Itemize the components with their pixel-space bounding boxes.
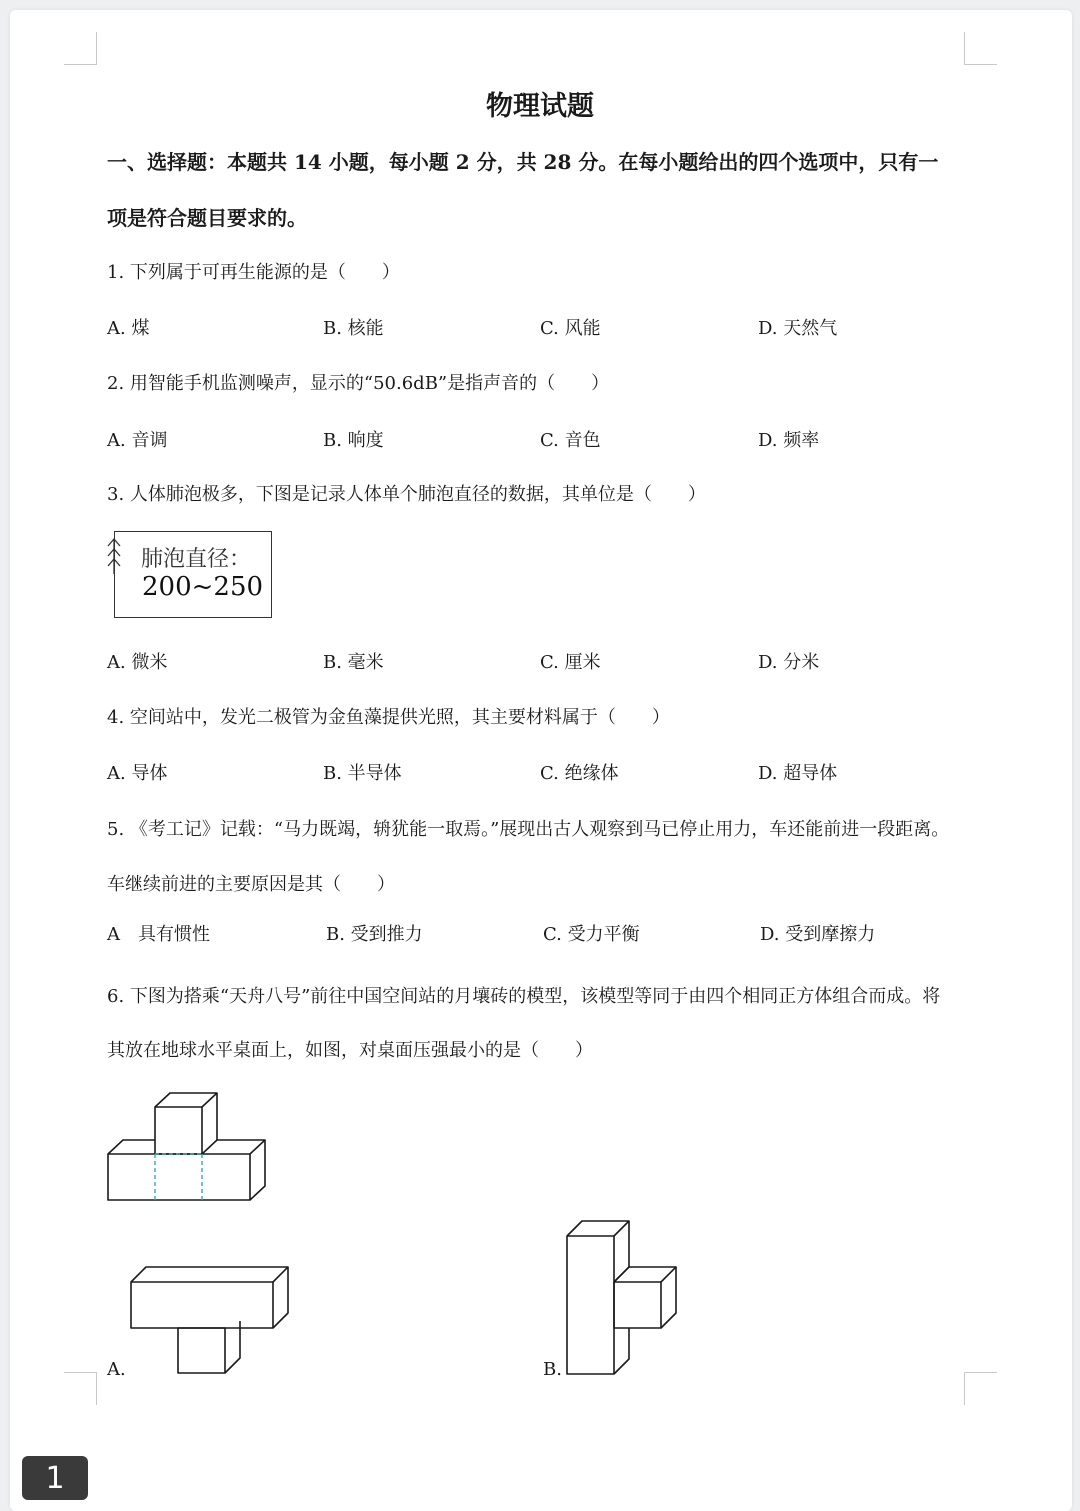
question-2-stem: 2. 用智能手机监测噪声，显示的“50.6dB”是指声音的（ ） [107,373,610,394]
crop-mark-top-right [964,32,997,65]
page-title: 物理试题 [486,91,594,122]
question-5-option-b: B. 受到推力 [326,924,423,945]
section-heading-line2: 项是符合题目要求的。 [107,206,307,230]
question-4-stem: 4. 空间站中，发光二极管为金鱼藻提供光照，其主要材料属于（ ） [107,707,670,728]
alveolus-diameter-card [114,531,272,618]
question-5-option-a: A 具有惯性 [107,924,210,945]
question-6-option-a-label: A. [107,1359,126,1380]
chevron-stack-icon [104,536,124,576]
question-2-option-d: D. 频率 [758,430,820,451]
moon-brick-model-figure [100,1085,275,1210]
section-heading-line1: 一、选择题：本题共 14 小题，每小题 2 分，共 28 分。在每小题给出的四个选项中，只有一 [107,150,939,174]
question-1-option-a: A. 煤 [107,318,150,339]
question-6-stem-line2: 其放在地球水平桌面上，如图，对桌面压强最小的是（ ） [107,1040,593,1061]
question-2-option-c: C. 音色 [540,430,601,451]
question-6-stem-line1: 6. 下图为搭乘“天舟八号”前往中国空间站的月壤砖的模型，该模型等同于由四个相同正方体组合而成。将 [107,986,941,1007]
question-3-option-c: C. 厘米 [540,652,601,673]
crop-mark-bottom-left [64,1372,97,1405]
question-5-stem-line2: 车继续前进的主要原因是其（ ） [107,874,395,895]
question-1-option-b: B. 核能 [323,318,384,339]
question-3-option-a: A. 微米 [107,652,168,673]
question-2-option-a: A. 音调 [107,430,168,451]
question-5-option-c: C. 受力平衡 [543,924,640,945]
crop-mark-bottom-right [964,1372,997,1405]
question-1-option-c: C. 风能 [540,318,601,339]
question-3-stem: 3. 人体肺泡极多，下图是记录人体单个肺泡直径的数据，其单位是（ ） [107,484,706,505]
question-4-option-d: D. 超导体 [758,763,838,784]
question-1-option-d: D. 天然气 [758,318,838,339]
option-b-orientation-figure [558,1215,683,1380]
question-5-option-d: D. 受到摩擦力 [760,924,876,945]
question-6-option-b-label: B. [543,1359,562,1380]
question-3-option-d: D. 分米 [758,652,820,673]
question-5-stem-line1: 5. 《考工记》记载：“马力既竭，辀犹能一取焉。”展现出古人观察到马已停止用力，车还能前进一段距离。 [107,819,950,840]
page-number-badge[interactable]: 1 [22,1456,88,1500]
question-1-stem: 1. 下列属于可再生能源的是（ ） [107,262,400,283]
crop-mark-top-left [64,32,97,65]
question-4-option-b: B. 半导体 [323,763,402,784]
alveolus-diameter-value: 200~250 [142,572,264,602]
option-a-orientation-figure [122,1260,297,1378]
question-3-option-b: B. 毫米 [323,652,384,673]
question-4-option-c: C. 绝缘体 [540,763,619,784]
alveolus-diameter-label: 肺泡直径： [141,547,252,572]
question-4-option-a: A. 导体 [107,763,168,784]
question-2-option-b: B. 响度 [323,430,384,451]
